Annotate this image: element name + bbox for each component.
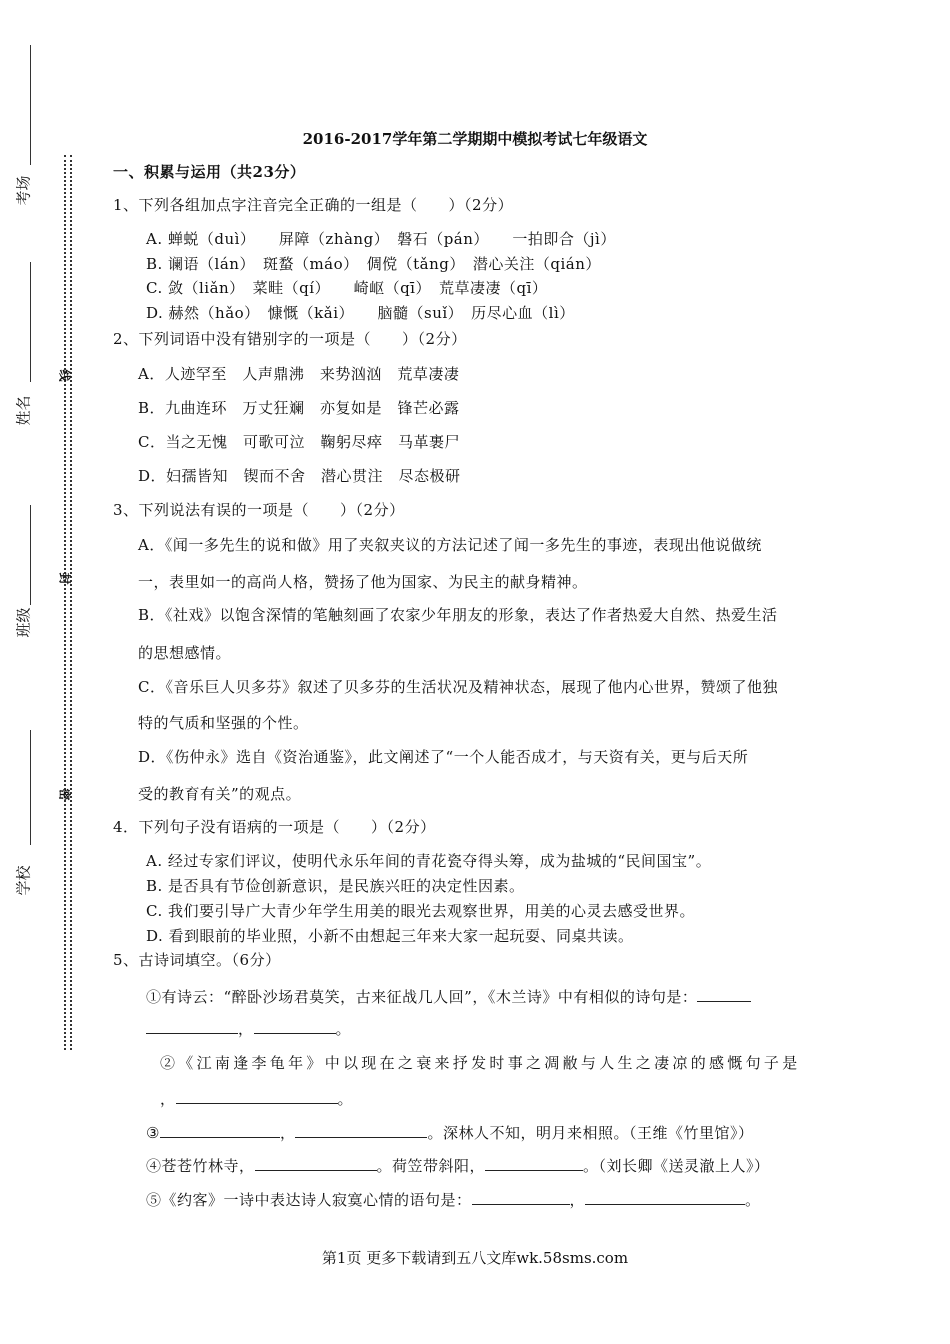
q2-option-c: C．当之无愧 可歌可泣 鞠躬尽瘁 马革裹尸 — [138, 433, 460, 451]
comma: ， — [569, 1191, 586, 1209]
period: 。 — [337, 1090, 354, 1108]
exam-room-label: 考场 — [14, 175, 33, 206]
period: 。 — [335, 1020, 352, 1038]
q2-option-d: D．妇孺皆知 锲而不舍 潜心贯注 尽态极研 — [138, 467, 461, 485]
q3-option-c: C．《音乐巨人贝多芬》叙述了贝多芬的生活状况及精神状态，展现了他内心世界，赞颂了他独 — [138, 678, 778, 696]
q5-item-4-text-c: 。（刘长卿《送灵澈上人》） — [583, 1157, 770, 1175]
name-label: 姓名 — [14, 395, 33, 426]
q4-option-a: A. 经过专家们评议，使明代永乐年间的青花瓷夺得头筹，成为盐城的“民间国宝”。 — [146, 852, 712, 870]
q3-option-a: A．《闻一多先生的说和做》用了夹叙夹议的方法记述了闻一多先生的事迹，表现出他说做统 — [138, 536, 762, 554]
answer-blank[interactable] — [697, 987, 751, 1002]
q1-option-d: D. 赫然（hǎo） 慷慨（kǎi） 脑髓（suǐ） 历尽心血（lì） — [146, 304, 575, 322]
seal-dotted-line — [70, 155, 72, 1050]
question-3-stem: 3、下列说法有误的一项是（ ）（2分） — [113, 501, 405, 519]
q3-option-c-cont: 特的气质和坚强的个性。 — [138, 714, 309, 732]
q5-item-1 — [146, 986, 751, 1007]
seal-mark-secret: 密 — [57, 788, 72, 801]
seal-mark-line: 线 — [57, 369, 72, 382]
period: 。 — [745, 1191, 761, 1209]
q1-option-b: B. 谰语（lán） 斑蝥（máo） 倜傥（tǎng） 潜心关注（qián） — [146, 255, 601, 273]
answer-blank[interactable] — [295, 1123, 427, 1138]
q2-option-b: B．九曲连环 万丈狂斓 亦复如是 锋芒必露 — [138, 399, 460, 417]
q3-option-a-cont: 一，表里如一的高尚人格，赞扬了他为国家、为民主的献身精神。 — [138, 573, 588, 591]
q5-item-3 — [146, 1122, 753, 1143]
answer-blank[interactable] — [146, 1019, 238, 1034]
q4-option-d: D. 看到眼前的毕业照，小新不由想起三年来大家一起玩耍、同桌共读。 — [146, 927, 634, 945]
answer-blank[interactable] — [472, 1190, 570, 1205]
question-5-stem: 5、古诗词填空。（6分） — [113, 951, 281, 969]
q3-option-b: B．《社戏》以饱含深情的笔触刻画了农家少年朋友的形象，表达了作者热爱大自然、热爱生活 — [138, 606, 778, 624]
q5-item-2: ②《江南逢李龟年》中以现在之衰来抒发时事之凋敝与人生之凄凉的感慨句子是 — [160, 1054, 801, 1072]
q5-item-4-text-b: 。荷笠带斜阳， — [376, 1157, 486, 1175]
answer-blank[interactable] — [160, 1123, 280, 1138]
answer-blank[interactable] — [585, 1190, 745, 1205]
school-label: 学校 — [14, 865, 33, 896]
comma: ， — [160, 1090, 176, 1108]
answer-blank[interactable] — [485, 1156, 583, 1171]
q4-option-b: B. 是否具有节俭创新意识，是民族兴旺的决定性因素。 — [146, 877, 525, 895]
q5-item-3-num: ③ — [146, 1124, 160, 1142]
q5-item-4-text-a: ④苍苍竹林寺， — [146, 1157, 255, 1175]
comma: ， — [279, 1124, 296, 1142]
answer-blank[interactable] — [176, 1089, 338, 1104]
q5-item-5 — [146, 1189, 761, 1210]
question-1-stem: 1、下列各组加点字注音完全正确的一组是（ ）（2分） — [113, 196, 514, 214]
seal-mark-seal: 封 — [57, 572, 72, 585]
question-4-stem: 4．下列句子没有语病的一项是（ ）（2分） — [113, 818, 436, 836]
q5-item-3-text: 。深林人不知，明月来相照。（王维《竹里馆》） — [427, 1124, 754, 1142]
q4-option-c: C. 我们要引导广大青少年学生用美的眼光去观察世界，用美的心灵去感受世界。 — [146, 902, 695, 920]
answer-blank[interactable] — [254, 1019, 336, 1034]
answer-blank[interactable] — [255, 1156, 377, 1171]
q2-option-a: A．人迹罕至 人声鼎沸 来势汹汹 荒草凄凄 — [138, 365, 460, 383]
seal-dotted-line — [64, 155, 66, 1050]
q3-option-d: D．《伤仲永》选自《资治通鉴》，此文阐述了“一个人能否成才，与天资有关，更与后天所 — [138, 748, 749, 766]
question-2-stem: 2、下列词语中没有错别字的一项是（ ）（2分） — [113, 330, 467, 348]
q1-option-c: C. 敛（liǎn） 菜畦（qí） 崎岖（qī） 荒草凄凄（qī） — [146, 279, 548, 297]
q3-option-b-cont: 的思想感情。 — [138, 644, 232, 662]
class-label: 班级 — [14, 607, 33, 638]
q5-item-5-text: ⑤《约客》一诗中表达诗人寂寞心情的语句是： — [146, 1191, 472, 1209]
comma: ， — [238, 1020, 254, 1038]
page-footer: 第1页 更多下载请到五八文库wk.58sms.com — [321, 1249, 629, 1267]
q5-item-1-cont — [146, 1018, 351, 1039]
q5-item-1-text: ①有诗云：“醉卧沙场君莫笑，古来征战几人回”，《木兰诗》中有相似的诗句是： — [146, 988, 698, 1006]
binding-line — [30, 730, 31, 845]
q5-item-2-cont — [160, 1088, 353, 1109]
binding-line — [30, 262, 31, 382]
q5-item-4 — [146, 1155, 770, 1176]
page-title: 2016-2017学年第二学期期中模拟考试七年级语文 — [302, 130, 648, 148]
binding-line — [30, 505, 31, 605]
q1-option-a: A. 蝉蜕（duì） 屏障（zhàng） 磐石（pán） 一拍即合（jì） — [146, 230, 616, 248]
section-heading: 一、积累与运用（共23分） — [113, 163, 306, 181]
q3-option-d-cont: 受的教育有关”的观点。 — [138, 785, 302, 803]
